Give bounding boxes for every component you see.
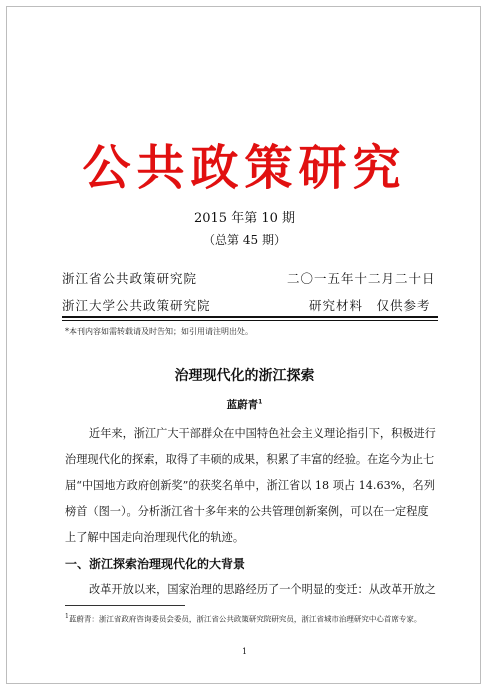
section-heading: 一、浙江探索治理现代化的大背景 bbox=[65, 557, 246, 571]
masthead-title: 公共政策研究 bbox=[82, 140, 407, 196]
page-number: 1 bbox=[241, 647, 248, 656]
paragraph-line: 届“中国地方政府创新奖”的获奖名单中，浙江省以 18 项占 14.63%，名列 bbox=[65, 479, 435, 492]
paragraph-line: 上了解中国走向治理现代化的轨迹。 bbox=[65, 531, 245, 544]
author-footnote-mark: 1 bbox=[258, 398, 263, 406]
article-title: 治理现代化的浙江探索 bbox=[174, 368, 315, 384]
paragraph-line: 榜首（图一）。分析浙江省十多年来的公共管理创新案例，可以在一定程度 bbox=[65, 505, 429, 518]
publication-date: 二〇一五年十二月二十日 bbox=[287, 271, 436, 286]
header-rule-thick bbox=[62, 316, 438, 318]
footnote-text: 蓝蔚青：浙江省政府咨询委员会委员，浙江省公共政策研究院研究员，浙江省城市治理研究中心首席专家。 bbox=[68, 614, 422, 624]
paragraph-line: 近年来，浙江广大干部群众在中国特色社会主义理论指引下，积极进行 bbox=[89, 427, 436, 440]
footnote-separator bbox=[65, 605, 185, 606]
author-name: 蓝蔚青 bbox=[226, 399, 259, 411]
header-rule-thin bbox=[62, 320, 438, 321]
paragraph-line: 改革开放以来，国家治理的思路经历了一个明显的变迁：从改革开放之 bbox=[89, 583, 436, 596]
article-author bbox=[7, 397, 482, 412]
institute-university: 浙江大学公共政策研究院 bbox=[62, 298, 211, 313]
issue-number: 2015 年第 10 期 bbox=[193, 211, 296, 226]
footnote-mark: 1 bbox=[65, 613, 69, 620]
reprint-notice: *本刊内容如需转载请及时告知；如引用请注明出处。 bbox=[65, 327, 253, 336]
institute-provincial: 浙江省公共政策研究院 bbox=[62, 271, 198, 286]
total-issue-number: （总第 45 期） bbox=[203, 233, 286, 247]
footnote bbox=[65, 611, 437, 626]
document-page bbox=[6, 6, 481, 684]
distribution-note: 研究材料 仅供参考 bbox=[309, 298, 431, 313]
paragraph-line: 治理现代化的探索，取得了丰硕的成果，积累了丰富的经验。在迄今为止七 bbox=[65, 453, 435, 466]
